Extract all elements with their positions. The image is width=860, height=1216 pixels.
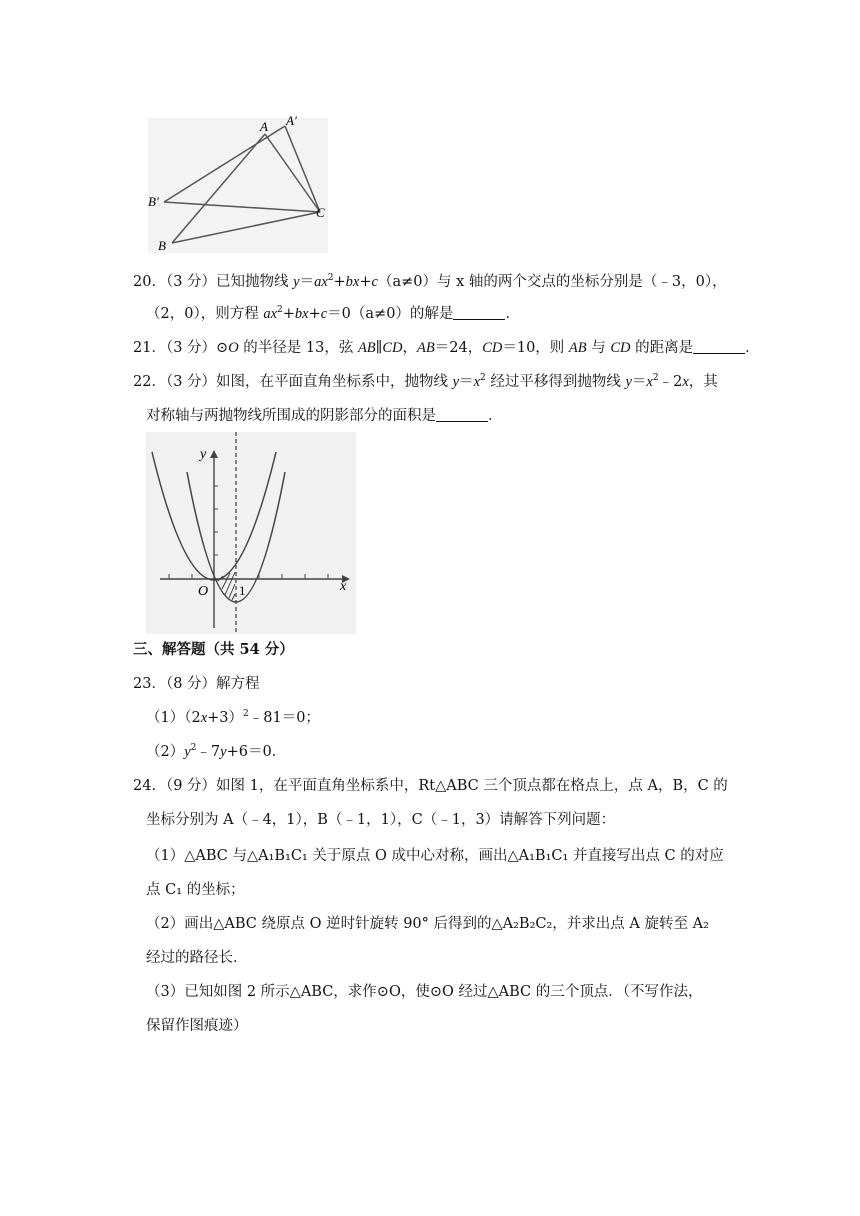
rotated-triangle-figure xyxy=(140,108,340,258)
question-23-text: +6＝0． xyxy=(226,744,287,760)
question-21-text: ， xyxy=(402,340,418,356)
question-23-part2: $(2)y^2﹣7y+6=0$． xyxy=(146,743,287,760)
question-20-text2: （2，0），则方程 xyxy=(146,306,264,322)
question-21-text: ＝24， xyxy=(434,340,483,356)
question-24-part1-line1: （1）△ABC 与△A₁B₁C₁ 关于原点 O 成中心对称，画出△A₁B₁C₁ 并直接写出点 C 的对应 xyxy=(146,848,724,864)
question-20-prefix: 20．（3 分）已知抛物线 xyxy=(133,274,294,290)
origin-label: O xyxy=(198,584,209,599)
question-23-text: （1）（2 xyxy=(146,710,201,726)
question-21-text: ＝10，则 xyxy=(502,340,569,356)
y-axis-label: y xyxy=(200,447,207,462)
question-22-line1: 22．（3 分）如图，在平面直角坐标系中，抛物线 $y=x^2$ 经过平移得到抛物线 $y=x^2﹣2x$，其 xyxy=(133,373,718,390)
label-b: B xyxy=(158,238,166,253)
question-22-end: ． xyxy=(488,408,503,424)
label-a: A xyxy=(260,119,268,134)
answer-blank[interactable] xyxy=(453,305,505,320)
answer-blank[interactable] xyxy=(693,339,745,354)
question-21-text: 的半径是 13，弦 xyxy=(238,340,358,356)
question-21: 21．（3 分）⊙O 的半径是 13，弦 AB∥CD，AB＝24，CD＝10，则 AB 与 CD 的距离是 ． xyxy=(133,340,760,356)
question-23-part1: $(1)(2x+3)^2﹣81=0$； xyxy=(146,709,320,726)
x-axis-label: x xyxy=(340,579,347,594)
question-21-text: 21．（3 分）⊙ xyxy=(133,340,229,356)
question-20-end: ． xyxy=(505,306,520,322)
question-20-line2: （2，0），则方程 $ax^2+bx+c=0(a\ne 0)$的解是 ． xyxy=(146,305,520,322)
question-21-text: 与 xyxy=(586,340,611,356)
question-24-line1: 24．（9 分）如图 1，在平面直角坐标系中，Rt△ABC 三个顶点都在格点上，点 A，B，C 的 xyxy=(133,778,728,794)
question-23-text: ﹣81＝0； xyxy=(248,710,320,726)
parabola-figure xyxy=(146,432,356,634)
question-23-head: 23．（8 分）解方程 xyxy=(133,676,260,692)
question-21-end: ． xyxy=(745,340,760,356)
question-20-line1: 20．（3 分）已知抛物线 $y=ax^2+bx+c(a\ne 0)$与 x 轴的两个交点的坐标分别是（﹣3，0）， xyxy=(133,273,727,290)
question-21-text: 的距离是 xyxy=(630,340,694,356)
tick-label-one: 1 xyxy=(239,583,246,598)
question-20-text: （a≠0）与 x 轴的两个交点的坐标分别是（﹣3，0）， xyxy=(377,274,727,290)
question-24-part3-line2: 保留作图痕迹） xyxy=(146,1018,248,1034)
question-23-text: +3） xyxy=(207,710,244,726)
question-24-line2: 坐标分别为 A（﹣4，1），B（﹣1，1），C（﹣1，3）请解答下列问题： xyxy=(146,812,616,828)
question-22-text: 对称轴与两抛物线所围成的阴影部分的面积是 xyxy=(146,408,436,424)
label-b-prime: B′ xyxy=(148,194,159,209)
question-22-text: ，其 xyxy=(688,374,718,390)
question-23-text: ﹣7 xyxy=(196,744,221,760)
question-24-part1-line2: 点 C₁ 的坐标； xyxy=(146,882,245,898)
question-22-line2 xyxy=(146,406,503,426)
answer-blank[interactable] xyxy=(436,407,488,422)
label-c: C xyxy=(316,205,325,220)
question-24-part3-line1: （3）已知如图 2 所示△ABC，求作⊙O，使⊙O 经过△ABC 的三个顶点．（不写作法， xyxy=(146,984,703,1000)
question-20-text3: （a≠0）的解是 xyxy=(350,306,454,322)
question-22-text: 经过平移得到抛物线 xyxy=(485,374,626,390)
question-24-part2-line2: 经过的路径长． xyxy=(146,950,248,966)
question-22-text: 22．（3 分）如图，在平面直角坐标系中，抛物线 xyxy=(133,374,453,390)
label-a-prime: A′ xyxy=(286,113,297,128)
question-23-text: （2） xyxy=(146,744,185,760)
section-3-title: 三、解答题（共 54 分） xyxy=(133,641,294,658)
question-24-part2-line1: （2）画出△ABC 绕原点 O 逆时针旋转 90° 后得到的△A₂B₂C₂，并求出点 A 旋转至 A₂ xyxy=(146,916,709,932)
